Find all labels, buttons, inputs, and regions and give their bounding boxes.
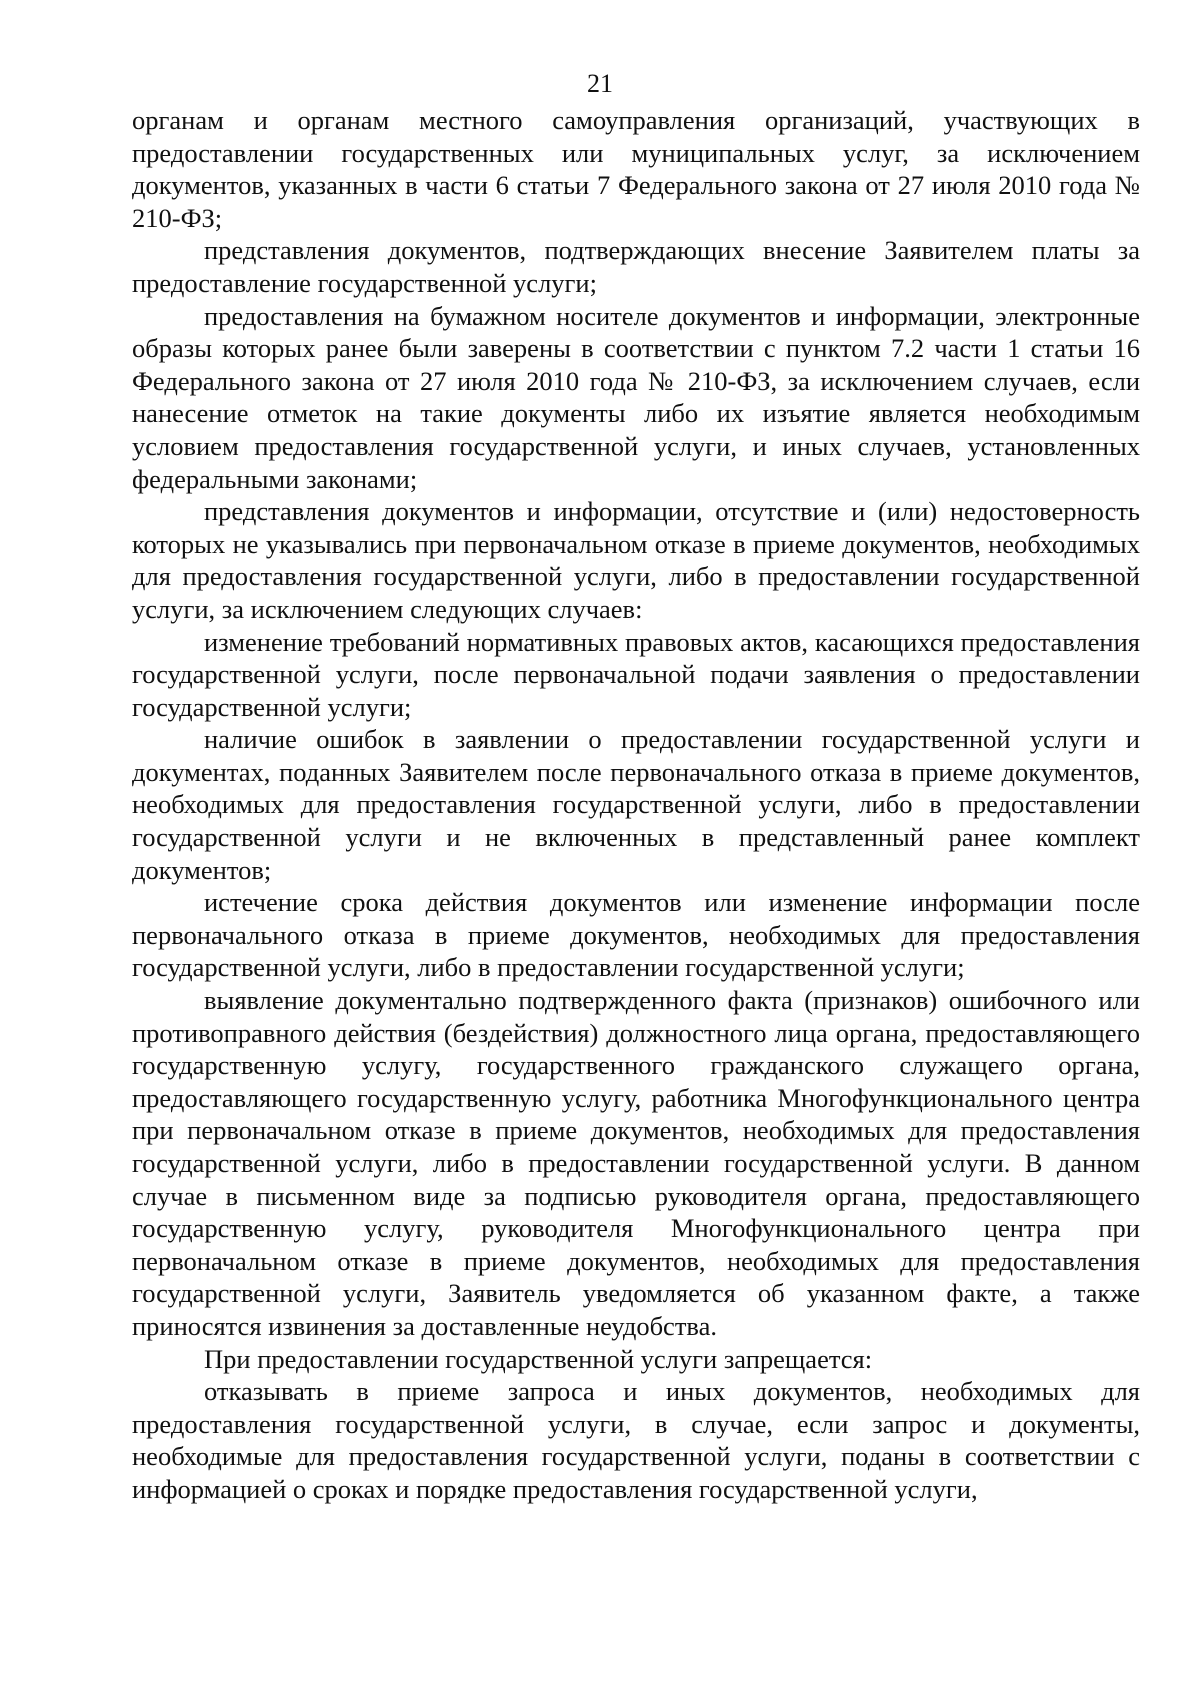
paragraph: органам и органам местного самоуправления организаций, участвующих в предоставлении государственных или муниципальных услуг, за исключением документов, указанных в части 6 статьи 7 Федерального закона от 27 июля 2010 года № 210-ФЗ; — [132, 105, 1140, 233]
paragraph: представления документов, подтверждающих внесение Заявителем платы за предоставление государственной услуги; — [132, 235, 1140, 298]
paragraph: При предоставлении государственной услуги запрещается: — [204, 1343, 873, 1374]
paragraph: выявление документально подтвержденного факта (признаков) ошибочного или противоправного действия (бездействия) должностного лица органа, предоставляющего государственную услугу, государственного гражданского служащего органа, предоставляющего государственную услугу, работника Многофункционального центра при первоначальном отказе в приеме документов, необходимых для предоставления государственной услуги, либо в предоставлении государственной услуги. В данном случае в письменном виде за подписью руководителя органа, предоставляющего государственную услугу, руководителя Многофункционального центра при первоначальном отказе в приеме документов, необходимых для предоставления государственной услуги, Заявитель уведомляется об указанном факте, а также приносятся извинения за доставленные неудобства. — [132, 985, 1140, 1341]
paragraph: отказывать в приеме запроса и иных документов, необходимых для предоставления государственной услуги, в случае, если запрос и документы, необходимые для предоставления государственной услуги, поданы в соответствии с информацией о сроках и порядке предоставления государственной услуги, — [132, 1376, 1140, 1504]
paragraph: наличие ошибок в заявлении о предоставлении государственной услуги и документах, поданных Заявителем после первоначального отказа в приеме документов, необходимых для предоставления государственной услуги, либо в предоставлении государственной услуги и не включенных в представленный ранее комплект документов; — [132, 724, 1140, 885]
paragraph: истечение срока действия документов или изменение информации после первоначального отказа в приеме документов, необходимых для предоставления государственной услуги, либо в предоставлении государственной услуги; — [132, 887, 1140, 983]
paragraph: изменение требований нормативных правовых актов, касающихся предоставления государственной услуги, после первоначальной подачи заявления о предоставлении государственной услуги; — [132, 626, 1140, 722]
document-body — [132, 104, 1140, 1506]
page-number: 21 — [587, 69, 613, 98]
paragraph: представления документов и информации, отсутствие и (или) недостоверность которых не указывались при первоначальном отказе в приеме документов, необходимых для предоставления государственной услуги, либо в предоставлении государственной услуги, за исключением следующих случаев: — [132, 496, 1140, 624]
paragraph: предоставления на бумажном носителе документов и информации, электронные образы которых ранее были заверены в соответствии с пунктом 7.2 части 1 статьи 16 Федерального закона от 27 июля 2010 года № 210-ФЗ, за исключением случаев, если нанесение отметок на такие документы либо их изъятие является необходимым условием предоставления государственной услуги, и иных случаев, установленных федеральными законами; — [132, 300, 1140, 494]
